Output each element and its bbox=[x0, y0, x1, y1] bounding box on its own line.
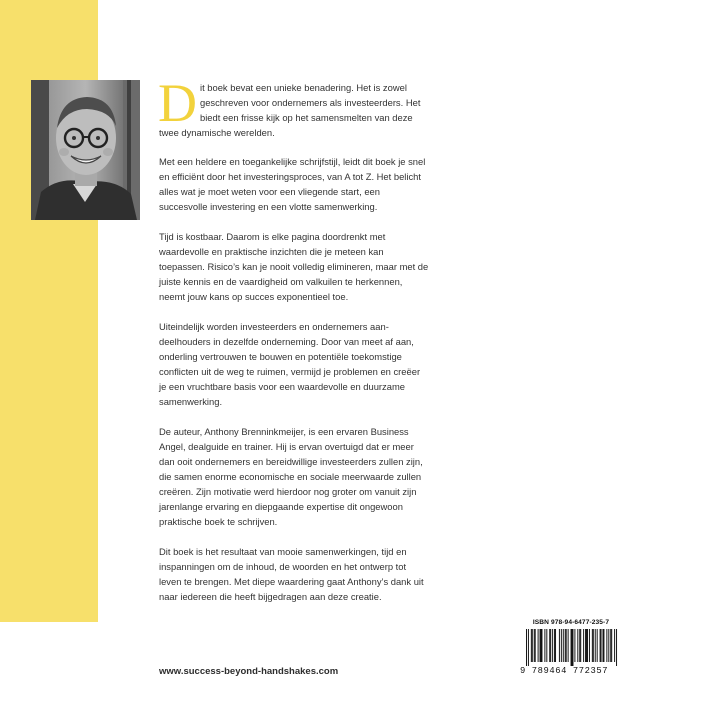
paragraph-time: Tijd is kostbaar. Daarom is elke pagina doordrenkt met waardevolle en praktische inzichten die je meteen kan toepassen. Risico’s kan je nooit volledig elimineren, maar met de juiste kennis en de vaardigheid om valkuilen te herkennen, neemt jouw kans op succes exponentieel toe. bbox=[159, 231, 429, 302]
website-link[interactable]: www.success-beyond-handshakes.com bbox=[159, 666, 339, 677]
barcode-bar bbox=[592, 629, 593, 662]
barcode-bar bbox=[603, 629, 604, 662]
barcode-bar bbox=[532, 629, 533, 662]
barcode-bar bbox=[579, 629, 580, 662]
barcode-bar bbox=[583, 629, 584, 662]
barcode-bar bbox=[587, 629, 588, 662]
barcode-bar bbox=[601, 629, 602, 662]
barcode-bar bbox=[541, 629, 542, 662]
barcode-bar bbox=[552, 629, 553, 662]
barcode-bar bbox=[531, 629, 532, 662]
barcode-bar bbox=[586, 629, 587, 662]
barcode-bar bbox=[566, 629, 567, 662]
barcode-bar bbox=[526, 629, 527, 666]
barcode-bar bbox=[572, 629, 573, 666]
barcode-bar bbox=[568, 629, 569, 662]
barcode-bar bbox=[528, 629, 529, 666]
author-photo bbox=[31, 80, 140, 220]
barcode-bar bbox=[550, 629, 551, 662]
barcode-bar bbox=[571, 629, 572, 666]
barcode-bar bbox=[611, 629, 612, 662]
intro-text: it boek bevat een unieke benadering. Het is zowel geschreven voor ondernemers als investeerders. Het biedt een frisse kijk op het samensmelten van deze twee dynamische werelden. bbox=[159, 82, 421, 138]
barcode-bar bbox=[614, 629, 615, 662]
barcode-bar bbox=[572, 629, 573, 666]
barcode-bar bbox=[549, 629, 550, 662]
barcode-bar bbox=[603, 629, 604, 662]
paragraph-shareholders: Uiteindelijk worden investeerders en ondernemers aandeelhouders in dezelfde onderneming. Door van meet af aan, onderling vertrouwen te bouwen en potentiële toekomstige conflicten uit de weg te ruimen, vermijd je problemen en creëer je een vruchtbare basis voor een waardevolle en duurzame samenwerking. bbox=[159, 321, 421, 407]
barcode-bar bbox=[544, 629, 545, 662]
barcode-bar bbox=[574, 629, 575, 662]
barcode-bar bbox=[540, 629, 541, 662]
barcode-bar bbox=[606, 629, 607, 662]
barcode-bar bbox=[610, 629, 611, 662]
barcode-bar bbox=[541, 629, 542, 662]
barcode-bar bbox=[616, 629, 617, 666]
isbn-label: ISBN 978-94-6477-235-7 bbox=[532, 619, 610, 626]
barcode-bar bbox=[597, 629, 598, 662]
barcode-bar bbox=[534, 629, 535, 662]
back-cover-text bbox=[158, 73, 429, 619]
isbn-barcode bbox=[520, 619, 622, 679]
barcode-bar bbox=[563, 629, 564, 662]
paragraph-style: Met een heldere en toegankelijke schrijfstijl, leidt dit boek je snel en efficiënt door het investeringsproces, van A tot Z. Het belicht alles wat je moet weten voor een vliegende start, een succesvolle investering en een vlotte samenwerking. bbox=[159, 156, 426, 212]
barcode-bar bbox=[554, 629, 555, 662]
drop-cap: D bbox=[158, 73, 197, 133]
barcode-bar bbox=[600, 629, 601, 662]
barcode-bar bbox=[559, 629, 560, 662]
barcode-bar bbox=[577, 629, 578, 662]
barcode-bar bbox=[546, 629, 547, 662]
barcode-digits: 9 789464 772357 bbox=[520, 666, 609, 676]
barcode-bar bbox=[561, 629, 562, 662]
barcode-bars bbox=[526, 629, 618, 666]
barcode-bar bbox=[538, 629, 539, 662]
barcode-bar bbox=[589, 629, 590, 662]
barcode-bar bbox=[580, 629, 581, 662]
barcode-bar bbox=[535, 629, 536, 662]
barcode-bar bbox=[608, 629, 609, 662]
paragraph-author: De auteur, Anthony Brenninkmeijer, is een ervaren Business Angel, dealguide en trainer. Hij is ervan overtuigd dat er meer dan ooit ondernemers en bereidwillige investeerders zullen zijn, die samen enorme economische en sociale meerwaarde zullen creëren. Zijn motivatie werd hierdoor nog groter om vanuit zijn jarenlange ervaring en diepgaande expertise dit ongewoon praktische boek te schrijven. bbox=[159, 426, 423, 527]
barcode-bar bbox=[555, 629, 556, 662]
barcode-bar bbox=[593, 629, 594, 662]
intro-paragraph bbox=[158, 73, 429, 140]
barcode-bar bbox=[585, 629, 586, 662]
barcode-bar bbox=[565, 629, 566, 662]
barcode-bar bbox=[595, 629, 596, 662]
paragraph-thanks: Dit boek is het resultaat van mooie samenwerkingen, tijd en inspanningen om de inhoud, de woorden en het ontwerp tot leven te brengen. Met diepe waardering gaat Anthony’s dank uit naar iedereen die heeft bijgedragen aan deze creatie. bbox=[159, 546, 424, 602]
